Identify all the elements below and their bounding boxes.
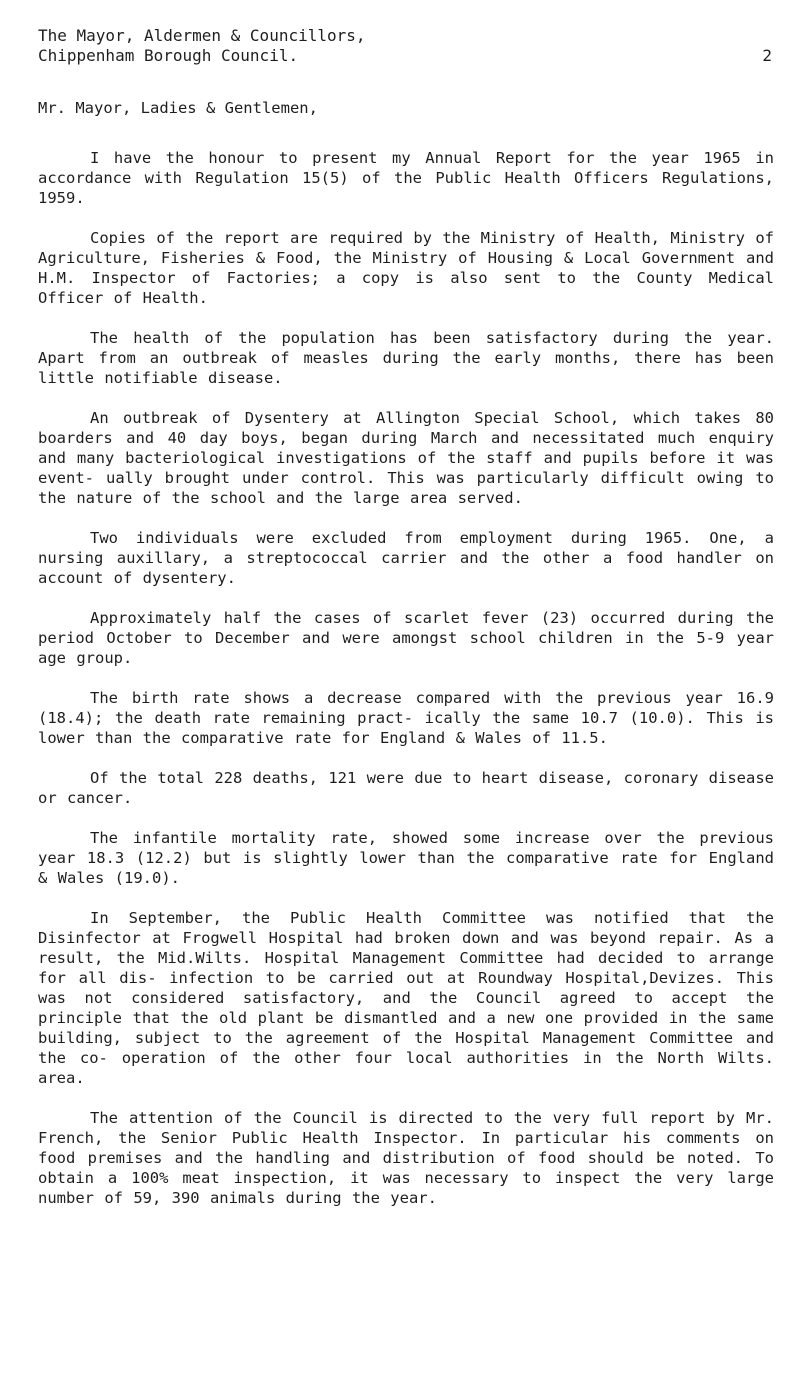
paragraph-disinfector: In September, the Public Health Committee was notified that the Disinfector at Frogwell Hospital had broken down and was beyond repair. As a result, the Mid.Wilts. Hospital Management Committee had decided to arrange for all dis- infection to be carried out at Roundway Hospital,Devizes. This was not considered satisfactory, and the Council agreed to accept the principle that the old plant be dismantled and a new one provided in the same building, subject to the agreement of the Hospital Management Committee and the co- operation of the other four local authorities in the North Wilts. area. [38,909,774,1087]
page-number: 2 [762,46,772,65]
paragraph-dysentery-outbreak: An outbreak of Dysentery at Allington Special School, which takes 80 boarders and 40 day boys, began during March and necessitated much enquiry and many bacteriological investigations of the staff and pupils before it was event- ually brought under control. This was particularly difficult owing to the nature of the school and the large area served. [38,409,774,507]
paragraph-total-deaths: Of the total 228 deaths, 121 were due to heart disease, coronary disease or cancer. [38,769,774,807]
paragraph-scarlet-fever: Approximately half the cases of scarlet fever (23) occurred during the period October to December and were amongst school children in the 5-9 year age group. [38,609,774,667]
paragraph-infant-mortality: The infantile mortality rate, showed some increase over the previous year 18.3 (12.2) but is slightly lower than the comparative rate for England & Wales (19.0). [38,829,774,887]
paragraph-annual-report: I have the honour to present my Annual Report for the year 1965 in accordance with Regulation 15(5) of the Public Health Officers Regulations, 1959. [38,149,774,207]
paragraph-report-copies: Copies of the report are required by the Ministry of Health, Ministry of Agriculture, Fisheries & Food, the Ministry of Housing & Local Government and H.M. Inspector of Factories; a copy is also sent to the County Medical Officer of Health. [38,229,774,307]
addressee-line: The Mayor, Aldermen & Councillors, [38,26,366,45]
letter-header [38,26,774,66]
report-page [38,26,774,1228]
paragraph-inspector-report: The attention of the Council is directed to the very full report by Mr. French, the Senior Public Health Inspector. In particular his comments on food premises and the handling and distribution of food should be noted. To obtain a 100% meat inspection, it was necessary to inspect the very large number of 59, 390 animals during the year. [38,1109,774,1207]
paragraph-population-health: The health of the population has been satisfactory during the year. Apart from an outbreak of measles during the early months, there has been little notifiable disease. [38,329,774,387]
salutation: Mr. Mayor, Ladies & Gentlemen, [38,99,318,117]
paragraph-birth-death-rates: The birth rate shows a decrease compared with the previous year 16.9 (18.4); the death rate remaining pract- ically the same 10.7 (10.0). This is lower than the comparative rate for England & Wales of 11.5. [38,689,774,747]
paragraph-employment-exclusions: Two individuals were excluded from employment during 1965. One, a nursing auxillary, a streptococcal carrier and the other a food handler on account of dysentery. [38,529,774,587]
council-name: Chippenham Borough Council. [38,46,299,65]
